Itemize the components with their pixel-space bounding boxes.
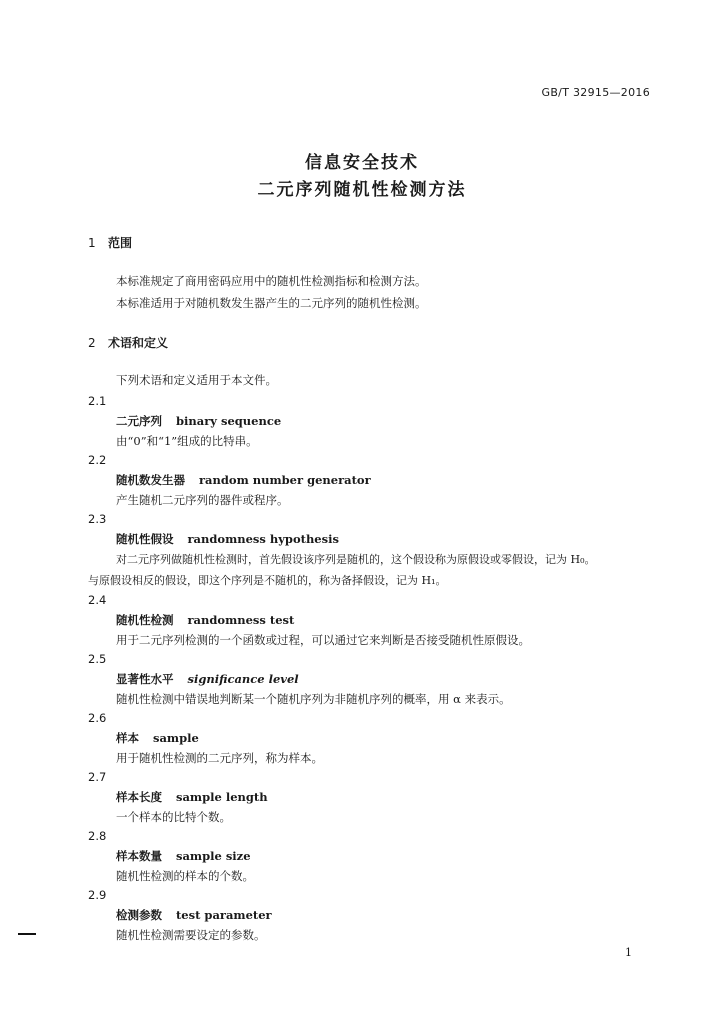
term-number: 2.9 — [88, 888, 107, 902]
term-number: 2.5 — [88, 652, 107, 666]
term-definition: 随机性检测中错误地判断某一个随机序列为非随机序列的概率，用 α 来表示。 — [116, 692, 511, 706]
term-english: sample size — [176, 849, 251, 863]
term-heading — [116, 413, 281, 429]
page-number: 1 — [625, 946, 632, 959]
margin-mark — [18, 933, 36, 935]
term-definition: 由“0”和“1”组成的比特串。 — [116, 434, 258, 448]
term-heading — [116, 848, 251, 864]
document-title-line-2: 二元序列随机性检测方法 — [257, 180, 467, 200]
term-number: 2.2 — [88, 453, 107, 467]
term-definition-continued: 与原假设相反的假设，即这个序列是不随机的，称为备择假设，记为 H₁。 — [88, 574, 447, 587]
term-definition: 对二元序列做随机性检测时，首先假设该序列是随机的，这个假设称为原假设或零假设，记为 H₀。 — [116, 553, 596, 566]
term-english: sample — [153, 731, 199, 745]
term-definition: 随机性检测需要设定的参数。 — [116, 928, 266, 942]
term-chinese: 检测参数 — [116, 908, 162, 922]
term-heading — [116, 612, 294, 628]
term-definition: 用于二元序列检测的一个函数或过程，可以通过它来判断是否接受随机性原假设。 — [116, 633, 530, 647]
term-chinese: 随机数发生器 — [116, 473, 185, 487]
section-2-heading — [88, 334, 168, 351]
section-2-title: 术语和定义 — [108, 336, 169, 350]
section-2-intro: 下列术语和定义适用于本文件。 — [116, 373, 277, 387]
term-chinese: 样本 — [116, 731, 139, 745]
term-chinese: 显著性水平 — [116, 672, 174, 686]
term-number: 2.4 — [88, 593, 107, 607]
term-chinese: 随机性检测 — [116, 613, 174, 627]
term-heading — [116, 730, 199, 746]
term-english: randomness test — [187, 613, 295, 627]
term-english: binary sequence — [176, 414, 282, 428]
term-heading — [116, 907, 272, 923]
term-number: 2.3 — [88, 512, 107, 526]
term-english: sample length — [176, 790, 268, 804]
term-heading — [116, 671, 299, 687]
term-english: randomness hypothesis — [187, 532, 339, 546]
section-1-heading — [88, 234, 132, 251]
term-definition: 随机性检测的样本的个数。 — [116, 869, 254, 883]
term-number: 2.7 — [88, 770, 107, 784]
term-number: 2.8 — [88, 829, 107, 843]
term-definition: 用于随机性检测的二元序列，称为样本。 — [116, 751, 323, 765]
term-chinese: 样本长度 — [116, 790, 162, 804]
term-heading — [116, 472, 371, 488]
term-heading — [116, 789, 268, 805]
term-number: 2.1 — [88, 394, 107, 408]
section-1-title: 范围 — [108, 236, 133, 250]
term-definition: 一个样本的比特个数。 — [116, 810, 231, 824]
term-definition: 产生随机二元序列的器件或程序。 — [116, 493, 289, 507]
section-1-number: 1 — [88, 236, 96, 250]
term-heading — [116, 531, 339, 547]
standard-number: GB/T 32915—2016 — [541, 86, 650, 99]
section-1-paragraph: 本标准规定了商用密码应用中的随机性检测指标和检测方法。 — [116, 274, 427, 288]
document-title-line-1: 信息安全技术 — [305, 153, 419, 173]
term-english: significance level — [187, 672, 299, 686]
term-chinese: 二元序列 — [116, 414, 162, 428]
term-number: 2.6 — [88, 711, 107, 725]
term-english: test parameter — [176, 908, 272, 922]
section-2-number: 2 — [88, 336, 96, 350]
term-chinese: 样本数量 — [116, 849, 162, 863]
term-chinese: 随机性假设 — [116, 532, 174, 546]
term-english: random number generator — [199, 473, 371, 487]
section-1-paragraph: 本标准适用于对随机数发生器产生的二元序列的随机性检测。 — [116, 296, 427, 310]
